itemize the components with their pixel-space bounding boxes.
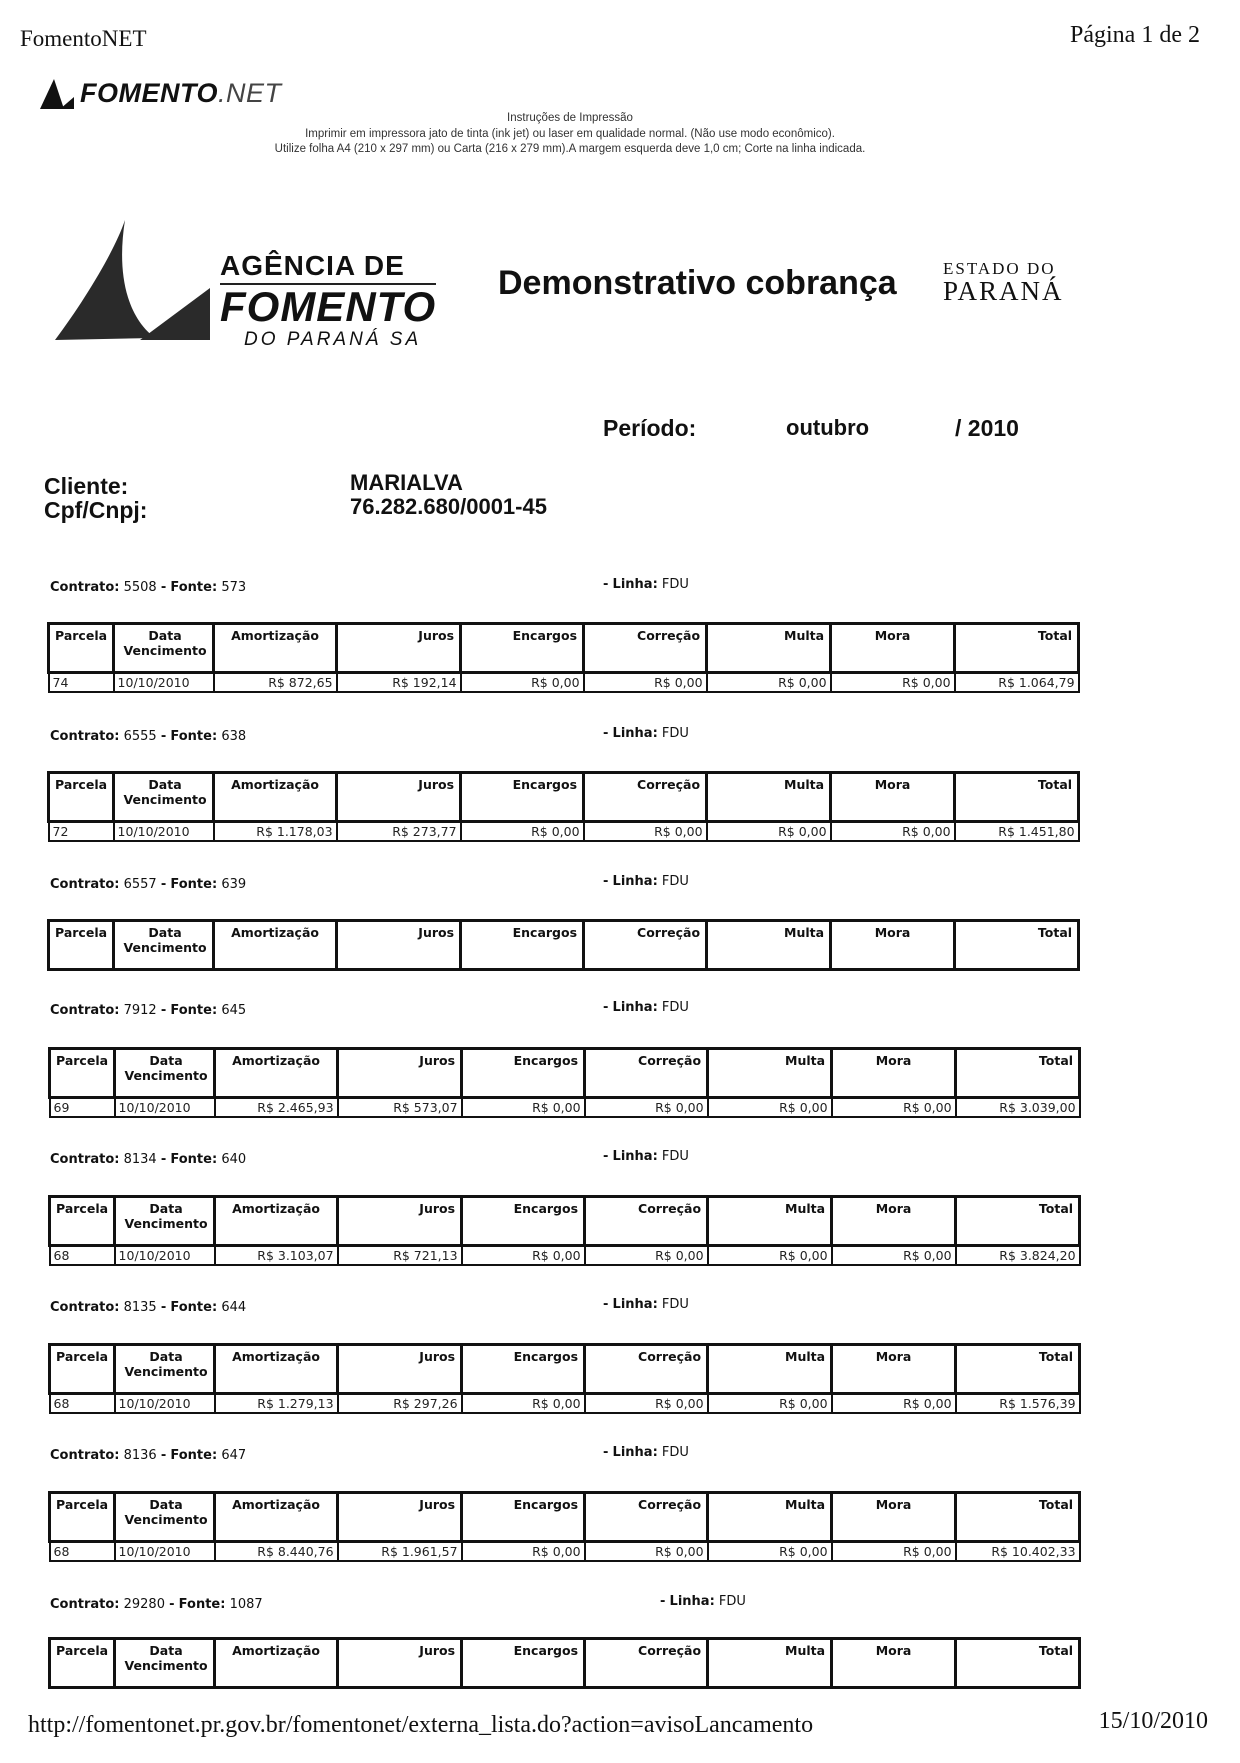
- linha-info: [660, 1594, 746, 1609]
- column-header: Mora: [831, 773, 955, 822]
- agency-line2: FOMENTO: [220, 283, 437, 330]
- column-header: Juros: [338, 1049, 462, 1098]
- column-header: Data Vencimento: [114, 773, 214, 822]
- table-cell: R$ 0,00: [832, 1394, 956, 1414]
- contrato-label: Contrato:: [50, 729, 120, 744]
- linha-label: Linha:: [612, 1000, 658, 1015]
- app-name: FomentoNET: [20, 26, 147, 51]
- column-header: Correção: [584, 624, 707, 673]
- dash: -: [169, 1597, 175, 1612]
- column-header: Multa: [707, 624, 831, 673]
- dash: -: [603, 874, 609, 889]
- column-header: Amortização: [214, 921, 337, 970]
- table-cell: R$ 721,13: [338, 1246, 462, 1266]
- column-header: Mora: [832, 1493, 956, 1542]
- linha-label: Linha:: [612, 1149, 658, 1164]
- linha-info: [603, 1297, 689, 1312]
- linha-info: [603, 874, 689, 889]
- table-row: [50, 1542, 1080, 1562]
- state-logo: [943, 258, 1064, 306]
- client-cnpj: 76.282.680/0001-45: [350, 494, 547, 519]
- column-header: Mora: [831, 624, 955, 673]
- logo-brand: FOMENTO: [80, 78, 218, 108]
- fonte-label: Fonte:: [170, 877, 218, 892]
- table-cell: 10/10/2010: [114, 822, 214, 842]
- table-cell: R$ 573,07: [338, 1098, 462, 1118]
- table-cell: R$ 1.451,80: [955, 822, 1079, 842]
- column-header: Multa: [708, 1639, 832, 1688]
- table-row: [50, 1098, 1080, 1118]
- table-cell: R$ 0,00: [461, 673, 584, 693]
- table-header-row: [50, 1493, 1080, 1542]
- column-header: Juros: [337, 773, 461, 822]
- cpf-label: Cpf/Cnpj:: [44, 497, 148, 523]
- table-row: [50, 1246, 1080, 1266]
- dash: -: [603, 1297, 609, 1312]
- column-header: Correção: [585, 1197, 708, 1246]
- fomentonet-logo: [40, 78, 282, 109]
- column-header: Correção: [585, 1493, 708, 1542]
- dash: -: [160, 580, 167, 595]
- contract-info: [50, 1448, 246, 1463]
- contract-info: [50, 1152, 246, 1167]
- contract-info: [50, 1300, 246, 1315]
- column-header: Total: [956, 1345, 1080, 1394]
- column-header: Mora: [832, 1049, 956, 1098]
- table-cell: R$ 297,26: [338, 1394, 462, 1414]
- column-header: Parcela: [50, 1639, 115, 1688]
- fonte-number: 647: [221, 1448, 247, 1463]
- dash: -: [160, 729, 167, 744]
- linha-info: [603, 577, 689, 592]
- installment-table: [48, 1047, 1081, 1118]
- table-cell: R$ 273,77: [337, 822, 461, 842]
- state-line2: PARANÁ: [943, 276, 1064, 306]
- column-header: Multa: [708, 1197, 832, 1246]
- column-header: Total: [955, 773, 1079, 822]
- column-header: Parcela: [50, 1345, 115, 1394]
- column-header: Juros: [338, 1639, 462, 1688]
- column-header: Mora: [832, 1639, 956, 1688]
- contrato-number: 7912: [123, 1003, 157, 1018]
- table-cell: R$ 1.961,57: [338, 1542, 462, 1562]
- column-header: Amortização: [214, 624, 337, 673]
- table-cell: R$ 0,00: [461, 822, 584, 842]
- contrato-label: Contrato:: [50, 1003, 120, 1018]
- column-header: Total: [956, 1049, 1080, 1098]
- contract-info: [50, 580, 246, 595]
- contrato-label: Contrato:: [50, 877, 120, 892]
- dash: -: [603, 1149, 609, 1164]
- dash: -: [160, 1300, 167, 1315]
- column-header: Amortização: [215, 1197, 338, 1246]
- linha-value: FDU: [661, 1149, 689, 1164]
- table-cell: R$ 1.064,79: [955, 673, 1079, 693]
- table-cell: R$ 0,00: [708, 1394, 832, 1414]
- fonte-number: 644: [221, 1300, 247, 1315]
- linha-label: Linha:: [669, 1594, 715, 1609]
- agency-line3: DO PARANÁ SA: [244, 329, 422, 350]
- table-row: [49, 673, 1079, 693]
- table-row: [50, 1394, 1080, 1414]
- linha-info: [603, 726, 689, 741]
- column-header: Amortização: [215, 1049, 338, 1098]
- column-header: Parcela: [50, 1493, 115, 1542]
- table-cell: R$ 0,00: [832, 1098, 956, 1118]
- fonte-label: Fonte:: [170, 1300, 218, 1315]
- contrato-number: 6557: [123, 877, 157, 892]
- linha-value: FDU: [661, 726, 689, 741]
- linha-value: FDU: [661, 577, 689, 592]
- column-header: Multa: [708, 1049, 832, 1098]
- fonte-label: Fonte:: [170, 1152, 218, 1167]
- column-header: Multa: [708, 1493, 832, 1542]
- column-header: Data Vencimento: [115, 1639, 215, 1688]
- table-cell: R$ 0,00: [584, 822, 707, 842]
- column-header: Juros: [338, 1197, 462, 1246]
- linha-label: Linha:: [612, 577, 658, 592]
- fonte-label: Fonte:: [178, 1597, 226, 1612]
- column-header: Data Vencimento: [114, 921, 214, 970]
- agency-line1: AGÊNCIA DE: [220, 250, 436, 285]
- column-header: Parcela: [49, 624, 114, 673]
- contrato-number: 29280: [123, 1597, 165, 1612]
- table-cell: R$ 3.039,00: [956, 1098, 1080, 1118]
- table-cell: R$ 0,00: [831, 822, 955, 842]
- column-header: Total: [955, 921, 1079, 970]
- logo-suffix: .NET: [218, 78, 282, 108]
- installment-table: [48, 1343, 1081, 1414]
- contrato-label: Contrato:: [50, 1597, 120, 1612]
- dash: -: [603, 1445, 609, 1460]
- table-cell: 10/10/2010: [115, 1246, 215, 1266]
- fonte-label: Fonte:: [170, 1003, 218, 1018]
- table-cell: R$ 1.178,03: [214, 822, 337, 842]
- column-header: Juros: [337, 624, 461, 673]
- table-cell: R$ 0,00: [707, 822, 831, 842]
- column-header: Encargos: [461, 921, 584, 970]
- contract-info: [50, 877, 246, 892]
- table-header-row: [49, 921, 1079, 970]
- table-cell: 68: [50, 1542, 115, 1562]
- table-header-row: [50, 1049, 1080, 1098]
- column-header: Amortização: [215, 1639, 338, 1688]
- linha-value: FDU: [661, 1445, 689, 1460]
- fonte-number: 639: [221, 877, 247, 892]
- contrato-number: 5508: [123, 580, 157, 595]
- table-cell: R$ 1.576,39: [956, 1394, 1080, 1414]
- contract-info: [50, 1597, 263, 1612]
- dash: -: [603, 577, 609, 592]
- table-cell: R$ 0,00: [462, 1542, 585, 1562]
- footer-url: http://fomentonet.pr.gov.br/fomentonet/externa_lista.do?action=avisoLancamento: [28, 1712, 814, 1738]
- linha-info: [603, 1000, 689, 1015]
- table-header-row: [49, 624, 1079, 673]
- footer-date: 15/10/2010: [1098, 1708, 1208, 1734]
- column-header: Data Vencimento: [114, 624, 214, 673]
- instructions-title: Instruções de Impressão: [507, 112, 633, 124]
- column-header: Correção: [585, 1639, 708, 1688]
- cliente-label: Cliente:: [44, 473, 129, 499]
- fomento-logo-icon: [40, 79, 74, 109]
- installment-table: [47, 771, 1080, 842]
- installment-table: [48, 1491, 1081, 1562]
- column-header: Total: [955, 624, 1079, 673]
- table-cell: R$ 872,65: [214, 673, 337, 693]
- table-cell: R$ 192,14: [337, 673, 461, 693]
- column-header: Parcela: [50, 1197, 115, 1246]
- column-header: Encargos: [462, 1493, 585, 1542]
- table-cell: R$ 0,00: [708, 1542, 832, 1562]
- fonte-number: 640: [221, 1152, 247, 1167]
- installment-table: [48, 1637, 1081, 1689]
- client-name: MARIALVA: [350, 470, 463, 495]
- contrato-number: 8135: [123, 1300, 157, 1315]
- table-cell: 10/10/2010: [115, 1394, 215, 1414]
- column-header: Data Vencimento: [115, 1345, 215, 1394]
- table-cell: R$ 0,00: [462, 1246, 585, 1266]
- column-header: Multa: [707, 773, 831, 822]
- instructions-line1: Imprimir em impressora jato de tinta (ink jet) ou laser em qualidade normal. (Não use modo econômico).: [305, 128, 835, 140]
- column-header: Parcela: [50, 1049, 115, 1098]
- table-cell: R$ 3.824,20: [956, 1246, 1080, 1266]
- table-cell: R$ 0,00: [831, 673, 955, 693]
- page-info: Página 1 de 2: [1070, 22, 1200, 48]
- agency-name: [220, 250, 436, 351]
- column-header: Juros: [338, 1345, 462, 1394]
- dash: -: [160, 877, 167, 892]
- column-header: Mora: [832, 1197, 956, 1246]
- document-title: Demonstrativo cobrança: [498, 264, 897, 302]
- linha-label: Linha:: [612, 874, 658, 889]
- dash: -: [160, 1152, 167, 1167]
- column-header: Encargos: [461, 773, 584, 822]
- fonte-number: 645: [221, 1003, 247, 1018]
- column-header: Correção: [585, 1345, 708, 1394]
- column-header: Correção: [584, 921, 707, 970]
- table-cell: R$ 0,00: [462, 1098, 585, 1118]
- table-row: [49, 822, 1079, 842]
- state-line1: ESTADO DO: [943, 259, 1056, 278]
- table-cell: R$ 3.103,07: [215, 1246, 338, 1266]
- table-header-row: [50, 1639, 1080, 1688]
- column-header: Data Vencimento: [115, 1049, 215, 1098]
- column-header: Data Vencimento: [115, 1493, 215, 1542]
- column-header: Mora: [831, 921, 955, 970]
- table-header-row: [50, 1197, 1080, 1246]
- table-cell: 72: [49, 822, 114, 842]
- dash: -: [603, 1000, 609, 1015]
- linha-info: [603, 1445, 689, 1460]
- table-cell: 68: [50, 1246, 115, 1266]
- table-cell: R$ 0,00: [832, 1246, 956, 1266]
- table-cell: R$ 0,00: [585, 1098, 708, 1118]
- linha-value: FDU: [718, 1594, 746, 1609]
- column-header: Mora: [832, 1345, 956, 1394]
- column-header: Parcela: [49, 921, 114, 970]
- table-cell: R$ 2.465,93: [215, 1098, 338, 1118]
- linha-info: [603, 1149, 689, 1164]
- column-header: Amortização: [215, 1345, 338, 1394]
- contrato-label: Contrato:: [50, 1448, 120, 1463]
- column-header: Correção: [585, 1049, 708, 1098]
- table-cell: R$ 0,00: [585, 1394, 708, 1414]
- contrato-number: 8136: [123, 1448, 157, 1463]
- column-header: Amortização: [214, 773, 337, 822]
- column-header: Encargos: [461, 624, 584, 673]
- contrato-number: 6555: [123, 729, 157, 744]
- table-cell: R$ 0,00: [584, 673, 707, 693]
- table-cell: 69: [50, 1098, 115, 1118]
- linha-label: Linha:: [612, 1297, 658, 1312]
- periodo-year: / 2010: [955, 415, 1019, 441]
- dash: -: [660, 1594, 666, 1609]
- column-header: Juros: [338, 1493, 462, 1542]
- table-cell: 10/10/2010: [115, 1098, 215, 1118]
- linha-value: FDU: [661, 1000, 689, 1015]
- table-header-row: [49, 773, 1079, 822]
- table-cell: 68: [50, 1394, 115, 1414]
- column-header: Juros: [337, 921, 461, 970]
- agency-logo-icon: [55, 220, 215, 345]
- contrato-label: Contrato:: [50, 580, 120, 595]
- column-header: Parcela: [49, 773, 114, 822]
- column-header: Encargos: [462, 1049, 585, 1098]
- table-cell: R$ 8.440,76: [215, 1542, 338, 1562]
- installment-table: [47, 622, 1080, 693]
- contract-info: [50, 1003, 246, 1018]
- table-cell: R$ 1.279,13: [215, 1394, 338, 1414]
- installment-table: [47, 919, 1080, 971]
- linha-value: FDU: [661, 874, 689, 889]
- column-header: Amortização: [215, 1493, 338, 1542]
- fonte-label: Fonte:: [170, 580, 218, 595]
- periodo-month: outubro: [786, 415, 870, 440]
- dash: -: [603, 726, 609, 741]
- contrato-label: Contrato:: [50, 1152, 120, 1167]
- contract-info: [50, 729, 246, 744]
- periodo-label: Período:: [603, 415, 697, 441]
- column-header: Total: [956, 1197, 1080, 1246]
- column-header: Multa: [708, 1345, 832, 1394]
- column-header: Multa: [707, 921, 831, 970]
- dash: -: [160, 1448, 167, 1463]
- table-cell: R$ 0,00: [832, 1542, 956, 1562]
- table-cell: R$ 10.402,33: [956, 1542, 1080, 1562]
- column-header: Total: [956, 1493, 1080, 1542]
- fonte-number: 638: [221, 729, 247, 744]
- linha-value: FDU: [661, 1297, 689, 1312]
- fonte-number: 1087: [229, 1597, 263, 1612]
- instructions-line2: Utilize folha A4 (210 x 297 mm) ou Carta (216 x 279 mm).A margem esquerda deve 1,0 cm; Corte na linha indicada.: [274, 143, 866, 155]
- fonte-label: Fonte:: [170, 1448, 218, 1463]
- contrato-number: 8134: [123, 1152, 157, 1167]
- table-cell: R$ 0,00: [585, 1246, 708, 1266]
- column-header: Encargos: [462, 1197, 585, 1246]
- agency-logo: [55, 220, 215, 350]
- installment-table: [48, 1195, 1081, 1266]
- fonte-label: Fonte:: [170, 729, 218, 744]
- table-cell: 10/10/2010: [114, 673, 214, 693]
- column-header: Data Vencimento: [115, 1197, 215, 1246]
- table-cell: 10/10/2010: [115, 1542, 215, 1562]
- column-header: Correção: [584, 773, 707, 822]
- table-cell: R$ 0,00: [585, 1542, 708, 1562]
- table-cell: R$ 0,00: [708, 1098, 832, 1118]
- fonte-number: 573: [221, 580, 247, 595]
- table-cell: 74: [49, 673, 114, 693]
- table-cell: R$ 0,00: [708, 1246, 832, 1266]
- contrato-label: Contrato:: [50, 1300, 120, 1315]
- table-cell: R$ 0,00: [707, 673, 831, 693]
- table-header-row: [50, 1345, 1080, 1394]
- linha-label: Linha:: [612, 1445, 658, 1460]
- column-header: Encargos: [462, 1639, 585, 1688]
- table-cell: R$ 0,00: [462, 1394, 585, 1414]
- column-header: Encargos: [462, 1345, 585, 1394]
- linha-label: Linha:: [612, 726, 658, 741]
- dash: -: [160, 1003, 167, 1018]
- column-header: Total: [956, 1639, 1080, 1688]
